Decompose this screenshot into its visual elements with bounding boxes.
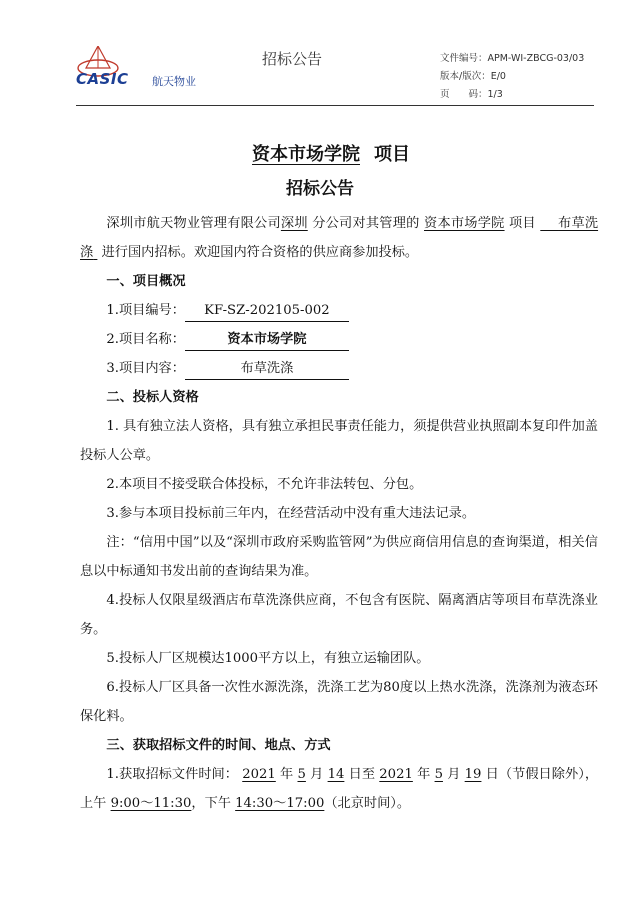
header-title: 招标公告 — [262, 50, 323, 68]
project-content-value: 布草洗涤 — [185, 359, 349, 380]
intro-client: 资本市场学院 — [424, 216, 505, 231]
end-day: 19 — [464, 767, 482, 782]
afternoon-hours: 14:30～17:00 — [235, 796, 325, 811]
qualification-3: 3.参与本项目投标前三年内，在经营活动中没有重大违法记录。 — [106, 506, 476, 521]
qualification-5: 5.投标人厂区规模达1000平方以上，有独立运输团队。 — [106, 651, 430, 666]
start-year: 2021 — [242, 767, 276, 782]
qualification-6: 6.投标人厂区具备一次性水源洗涤，洗涤工艺为80度以上热水洗涤，洗涤剂为液态环保化料。 — [80, 680, 598, 724]
section2-heading: 二、投标人资格 — [106, 390, 199, 405]
doc-page: 页 码：1/3 — [440, 89, 503, 100]
logo-wordmark: CASIC — [76, 70, 129, 88]
intro-paragraph: 深圳市航天物业管理有限公司深圳 分公司对其管理的 资本市场学院 项目 布草洗涤 进行国内招标。欢迎国内符合资格的供应商参加投标。 — [80, 216, 599, 260]
end-month: 5 — [434, 767, 443, 782]
logo-company-name: 航天物业 — [152, 75, 196, 88]
qualification-1: 1. 具有独立法人资格，具有独立承担民事责任能力，须提供营业执照副本复印件加盖投标人公章。 — [80, 419, 598, 463]
intro-city: 深圳 — [280, 216, 308, 231]
notice-title: 招标公告 — [286, 179, 354, 199]
company-logo — [76, 46, 216, 94]
project-name-value: 资本市场学院 — [185, 330, 349, 351]
header-meta — [440, 50, 584, 104]
start-month: 5 — [297, 767, 306, 782]
header-divider — [76, 105, 594, 106]
project-title-name: 资本市场学院 — [252, 144, 360, 165]
qualification-2: 2.本项目不接受联合体投标，不允许非法转包、分包。 — [106, 477, 423, 492]
qualification-note: 注：“信用中国”以及“深圳市政府采购监管网”为供应商信用信息的查询渠道，相关信息以中标通知书发出前的查询结果为准。 — [80, 535, 598, 579]
document-body — [80, 209, 598, 818]
document-time-paragraph: 1.获取招标文件时间： 2021 年 5 月 14 日至 2021 年 5 月 19 日（节假日除外），上午 9:00～11:30，下午 14:30～17:00（北京时间）。 — [80, 767, 599, 811]
project-number-value: KF-SZ-202105-002 — [185, 301, 349, 322]
section3-heading: 三、获取招标文件的时间、地点、方式 — [106, 738, 331, 753]
qualification-4: 4.投标人仅限星级酒店布草洗涤供应商，不包含有医院、隔离酒店等项目布草洗涤业务。 — [80, 593, 598, 637]
section1-heading: 一、项目概况 — [106, 274, 186, 289]
project-name-row: 2.项目名称： 资本市场学院 — [80, 325, 598, 354]
start-day: 14 — [327, 767, 345, 782]
intro-service: 布草洗涤 — [80, 216, 599, 260]
document-header — [76, 44, 590, 100]
project-content-row: 3.项目内容： 布草洗涤 — [80, 354, 598, 383]
project-title — [0, 140, 640, 166]
end-year: 2021 — [379, 767, 413, 782]
project-number-row: 1.项目编号： KF-SZ-202105-002 — [80, 296, 598, 325]
doc-number: 文件编号：APM-WI-ZBCG-03/03 — [440, 53, 585, 64]
morning-hours: 9:00～11:30 — [110, 796, 192, 811]
project-title-suffix: 项目 — [374, 144, 410, 165]
doc-version: 版本/版次：E/0 — [440, 71, 506, 82]
